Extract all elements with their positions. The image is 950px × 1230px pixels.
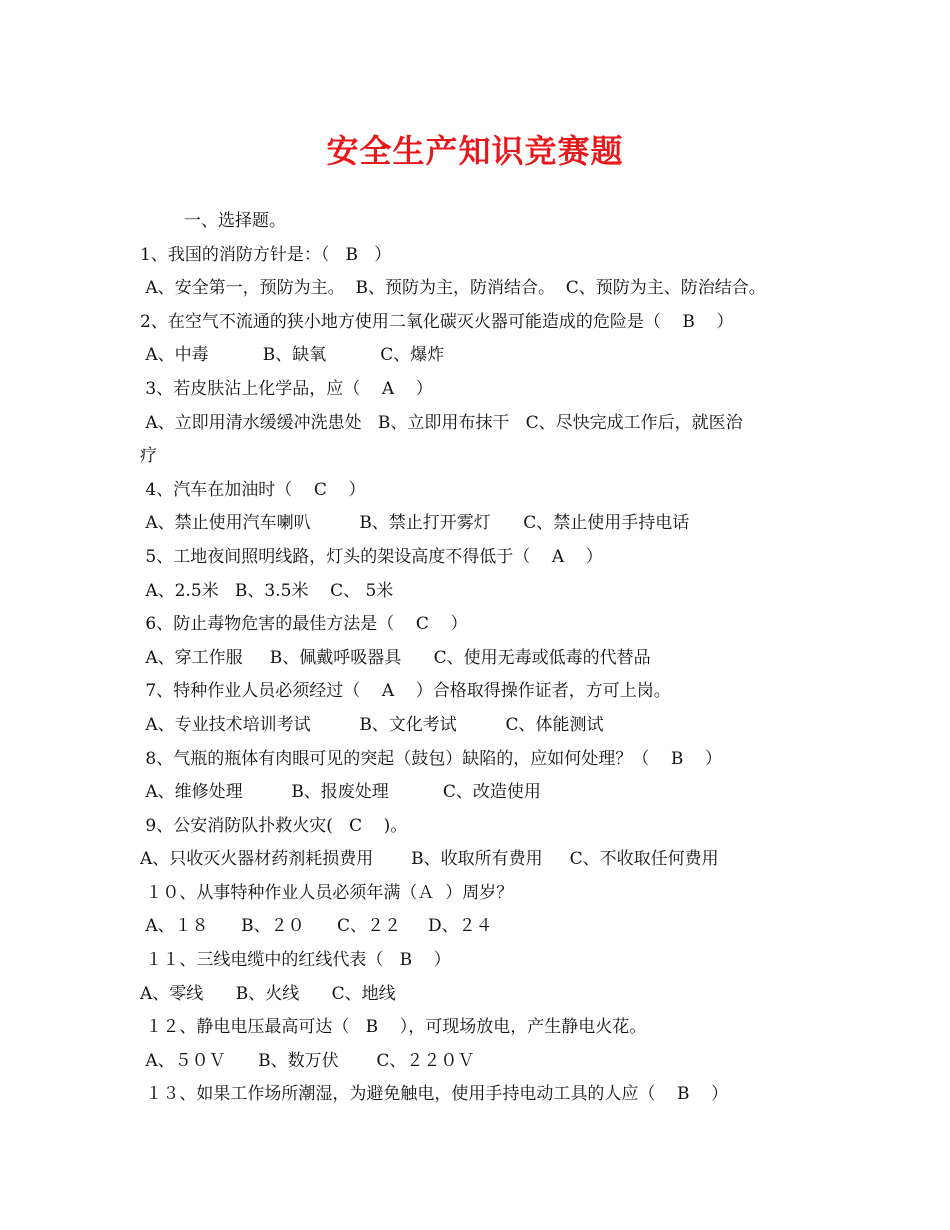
question-12-options: A、５０Ｖ B、数万伏 C、２２０Ｖ	[140, 1050, 475, 1071]
question-12: １２、静电电压最高可达（ B ），可现场放电，产生静电火花。	[140, 1017, 647, 1038]
question-6-options: A、穿工作服 B、佩戴呼吸器具 C、使用无毒或低毒的代替品	[140, 647, 651, 668]
question-4-options: A、禁止使用汽车喇叭 B、禁止打开雾灯 C、禁止使用手持电话	[140, 513, 690, 534]
question-11: １１、三线电缆中的红线代表（ B ）	[140, 950, 451, 971]
document-title: 安全生产知识竞赛题	[326, 132, 624, 170]
question-1: 1、我国的消防方针是：（ B ）	[140, 244, 392, 265]
question-9: 9、公安消防队扑救火灾( C )。	[140, 815, 408, 836]
question-2-options: A、中毒 B、缺氧 C、爆炸	[140, 345, 445, 366]
question-3-options: A、立即用清水缓缓冲洗患处 B、立即用布抹干 C、尽快完成工作后，就医治	[140, 412, 743, 433]
question-11-options: A、零线 B、火线 C、地线	[140, 983, 396, 1004]
question-8-options: A、维修处理 B、报废处理 C、改造使用	[140, 782, 541, 803]
question-7-options: A、专业技术培训考试 B、文化考试 C、体能测试	[140, 714, 604, 735]
question-10-options: A、１８ B、２０ C、２２ D、２４	[140, 916, 493, 937]
question-9-options: A、只收灭火器材药剂耗损费用 B、收取所有费用 C、不收取任何费用	[140, 849, 719, 870]
question-list	[140, 205, 840, 1112]
question-5: 5、工地夜间照明线路，灯头的架设高度不得低于（ A ）	[140, 546, 603, 567]
question-1-options: A、安全第一，预防为主。 B、预防为主，防消结合。 C、预防为主、防治结合。	[140, 278, 766, 299]
section-heading: 一、选择题。	[184, 211, 286, 231]
question-4: 4、汽车在加油时（ C ）	[140, 479, 366, 500]
question-8: 8、气瓶的瓶体有肉眼可见的突起（鼓包）缺陷的，应如何处理？（ B ）	[140, 748, 722, 769]
question-7: 7、特种作业人员必须经过（ A ）合格取得操作证者，方可上岗。	[140, 681, 671, 702]
question-5-options: A、2.5米 B、3.5米 C、 5米	[140, 580, 394, 601]
question-6: 6、防止毒物危害的最佳方法是（ C ）	[140, 614, 468, 635]
question-10: １０、从事特种作业人员必须年满（Ａ ）周岁？	[140, 882, 514, 903]
question-3-options-continued: 疗	[140, 446, 157, 467]
question-2: 2、在空气不流通的狭小地方使用二氧化碳灭火器可能造成的危险是（ B ）	[140, 311, 734, 332]
question-3: 3、若皮肤沾上化学品，应（ A ）	[140, 378, 433, 399]
question-13: １３、如果工作场所潮湿，为避免触电，使用手持电动工具的人应（ B ）	[140, 1084, 729, 1105]
